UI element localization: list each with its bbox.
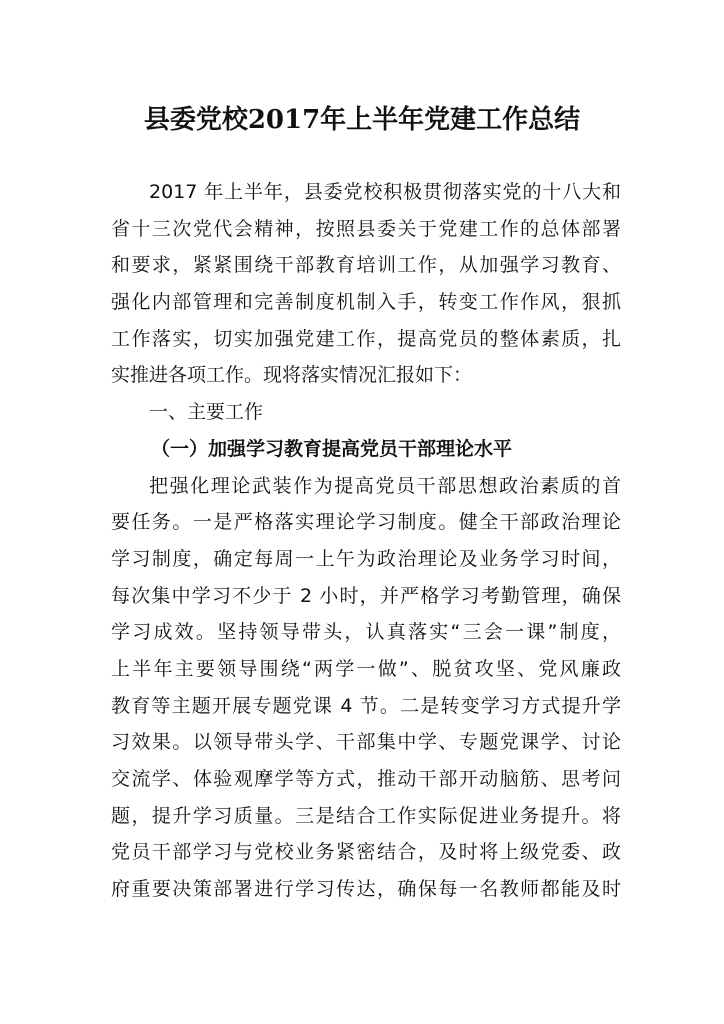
- subsection-heading: （一）加强学习教育提高党员干部理论水平: [151, 437, 513, 460]
- paragraph-line: 2017 年上半年，县委党校积极贯彻落实党的十八大和: [149, 181, 621, 203]
- paragraph-line: 把强化理论武装作为提高党员干部思想政治素质的首: [149, 474, 621, 497]
- paragraph-line: 交流学、体验观摩学等方式，推动干部开动脑筋、思考问: [111, 768, 621, 790]
- paragraph-line: 学习成效。坚持领导带头，认真落实“三会一课”制度，: [111, 621, 621, 644]
- paragraph-line: 和要求，紧紧围绕干部教育培训工作，从加强学习教育、: [111, 254, 621, 277]
- document-title: 县委党校2017年上半年党建工作总结: [143, 105, 581, 135]
- paragraph-line: 习效果。以领导带头学、干部集中学、专题党课学、讨论: [111, 731, 621, 754]
- paragraph-line: 上半年主要领导围绕“两学一做”、脱贫攻坚、党风廉政: [111, 657, 621, 680]
- section-heading: 一、主要工作: [149, 401, 264, 424]
- paragraph-line: 工作落实，切实加强党建工作，提高党员的整体素质，扎: [111, 327, 621, 350]
- paragraph-line: 强化内部管理和完善制度机制入手，转变工作作风，狠抓: [111, 291, 621, 314]
- document-body: [111, 174, 621, 908]
- paragraph-line: 省十三次党代会精神，按照县委关于党建工作的总体部署: [111, 217, 621, 240]
- paragraph-line: 党员干部学习与党校业务紧密结合，及时将上级党委、政: [111, 841, 621, 864]
- paragraph-line: 每次集中学习不少于 2 小时，并严格学习考勤管理，确保: [111, 584, 621, 607]
- paragraph-line: 题，提升学习质量。三是结合工作实际促进业务提升。将: [111, 804, 621, 827]
- paragraph-line: 府重要决策部署进行学习传达，确保每一名教师都能及时: [111, 878, 621, 901]
- paragraph-line: 学习制度，确定每周一上午为政治理论及业务学习时间，: [111, 547, 621, 570]
- paragraph-line: 教育等主题开展专题党课 4 节。二是转变学习方式提升学: [111, 694, 621, 717]
- paragraph-line: 要任务。一是严格落实理论学习制度。健全干部政治理论: [111, 511, 621, 534]
- paragraph-line: 实推进各项工作。现将落实情况汇报如下：: [111, 364, 473, 387]
